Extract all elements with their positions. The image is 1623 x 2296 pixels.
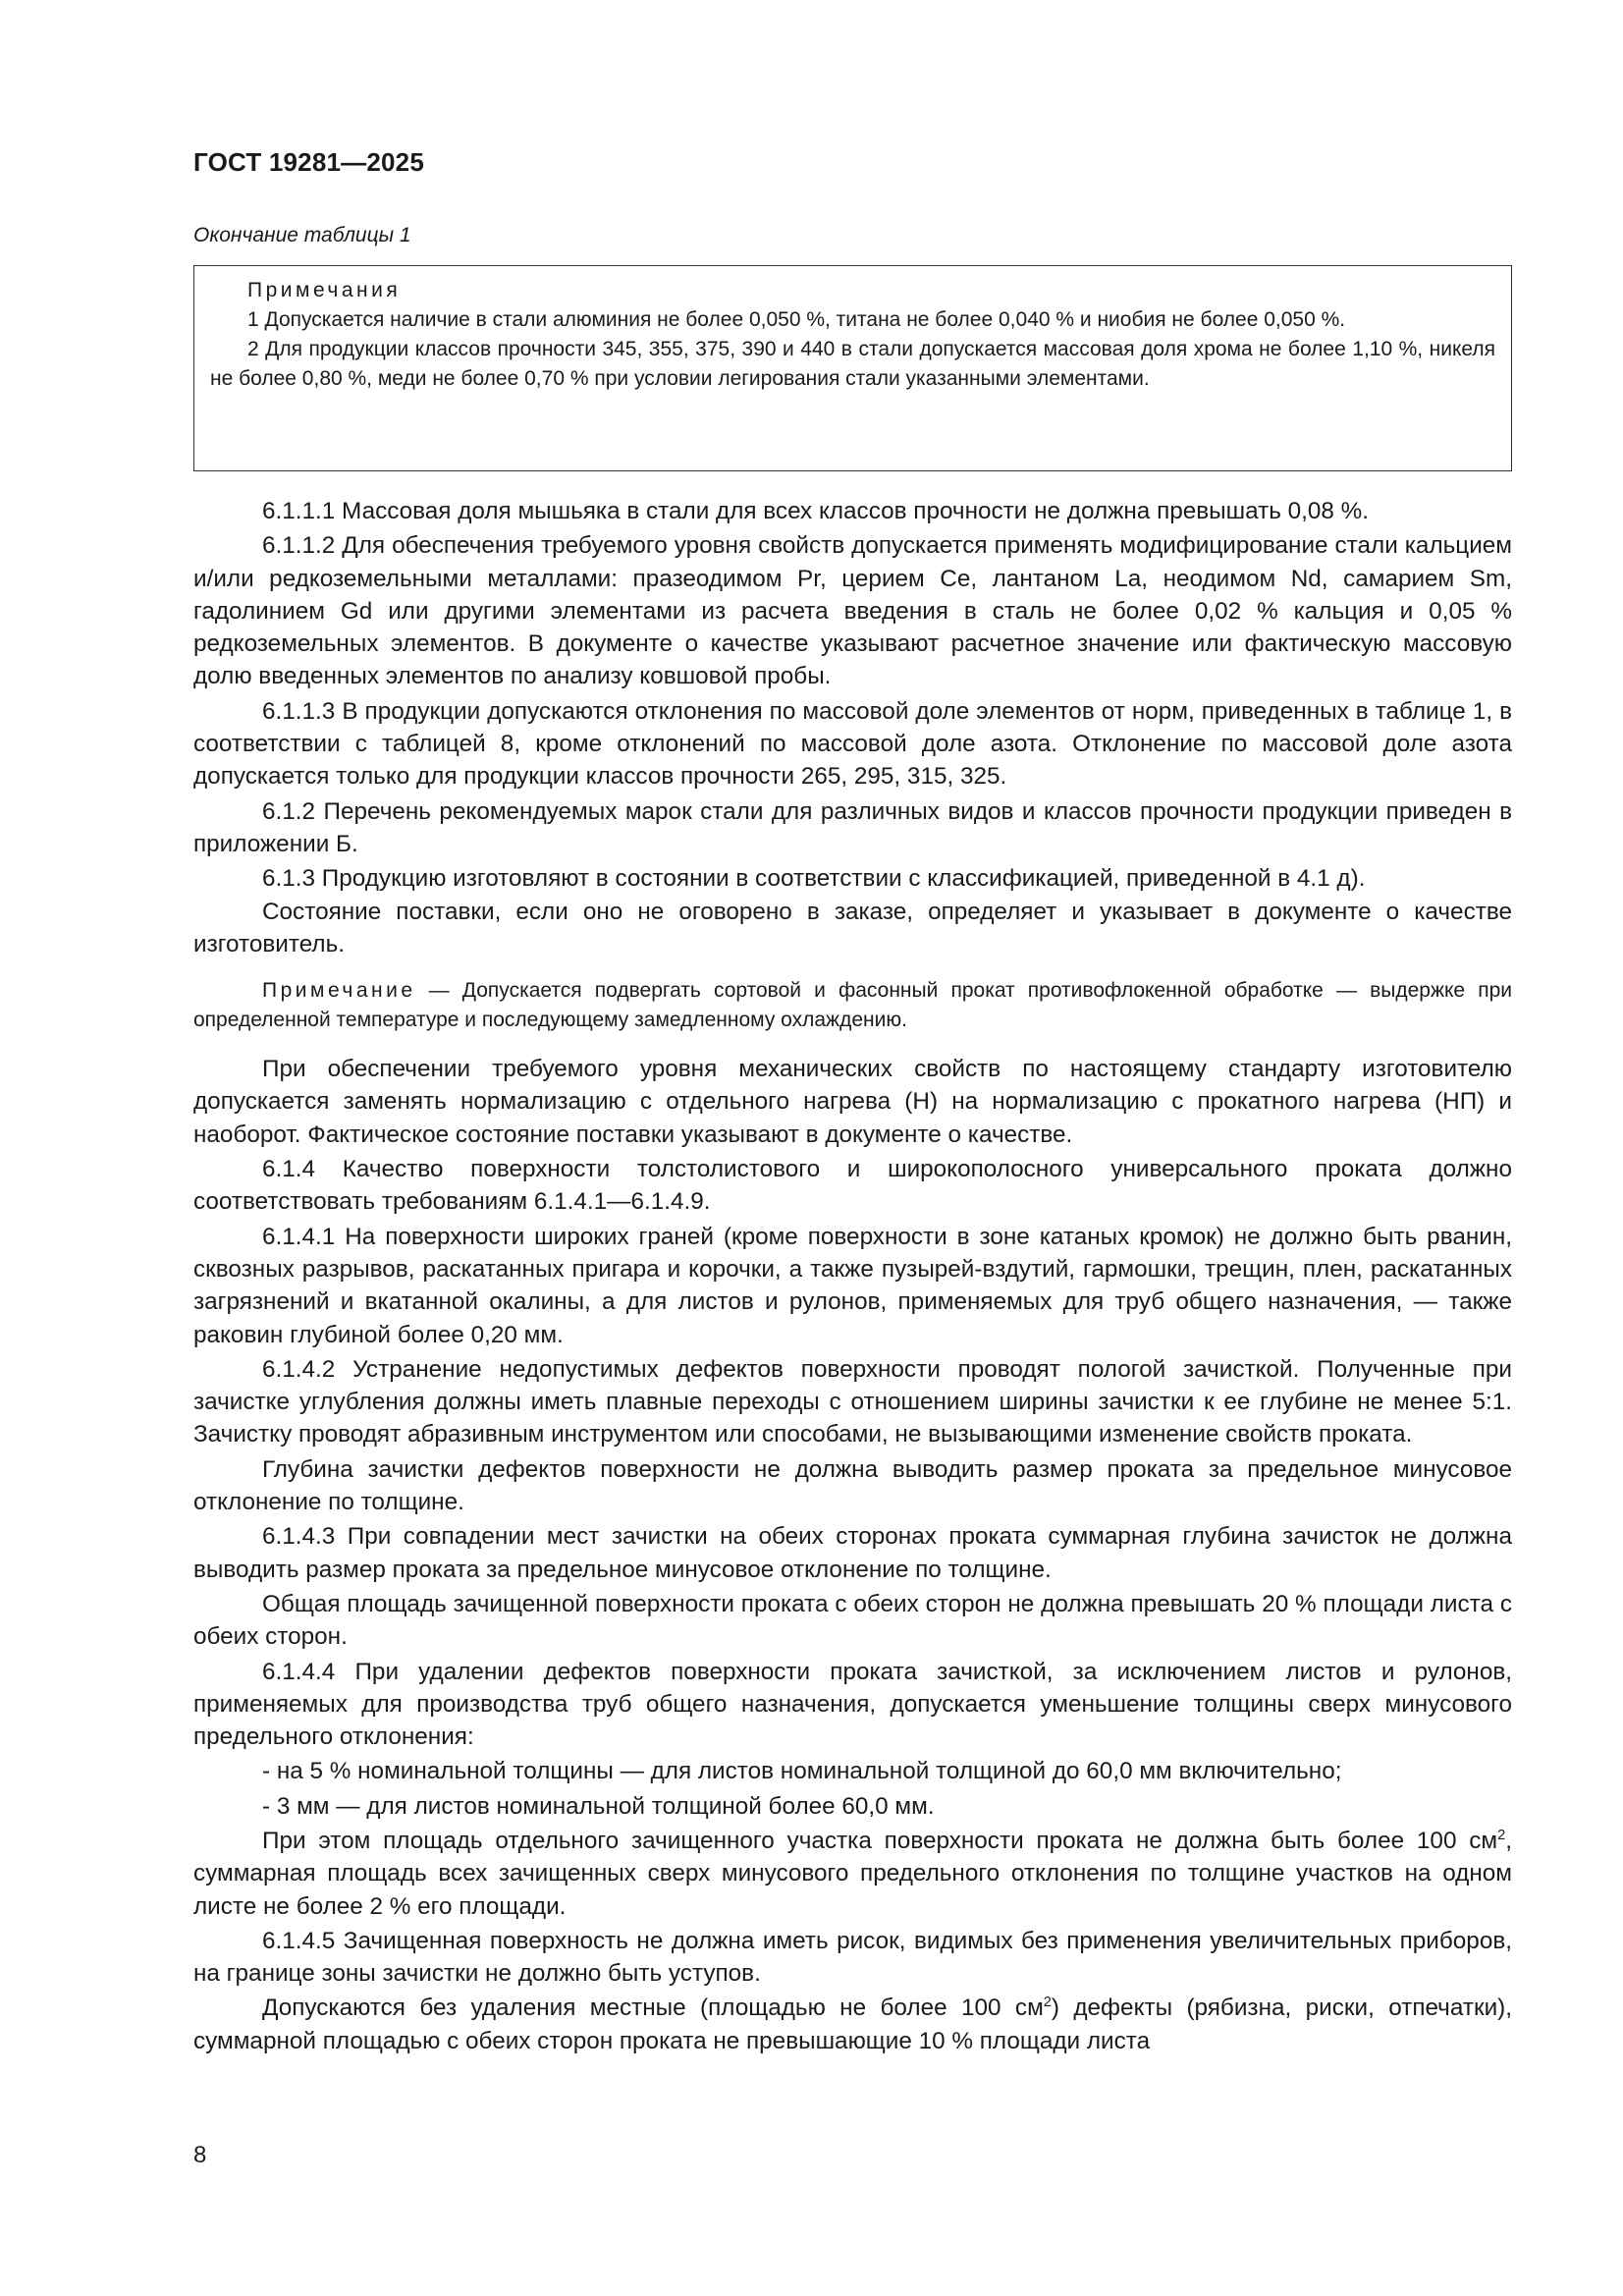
paragraph-6-1-1-1: 6.1.1.1 Массовая доля мышьяка в стали для всех классов прочности не должна превышать 0,08 %. [262, 498, 1370, 524]
table-notes-box [193, 265, 1512, 471]
paragraph-6-1-3: 6.1.3 Продукцию изготовляют в состоянии в соответствии с классификацией, приведенной в 4.1 д). [262, 865, 1366, 893]
note-label: Примечание [262, 979, 416, 1003]
paragraph-6-1-4-4: 6.1.4.4 При удалении дефектов поверхности проката зачисткой, за исключением листов и рулонов, применяемых для производства труб общего назначения, допускается уменьшение толщины сверх минусового предельного отклонения: [193, 1658, 1512, 1751]
note-item-1: 1 Допускается наличие в стали алюминия не более 0,050 %, титана не более 0,040 % и ниобия не более 0,050 %. [247, 308, 1346, 331]
list-item-5-percent: - на 5 % номинальной толщины — для листов номинальной толщиной до 60,0 мм включительно; [262, 1758, 1342, 1785]
paragraph-delivery-state: Состояние поставки, если оно не оговорено в заказе, определяет и указывает в документе о качестве изготовитель. [193, 898, 1512, 957]
paragraph-total-area: Общая площадь зачищенной поверхности проката с обеих сторон не должна превышать 20 % площади листа с обеих сторон. [193, 1590, 1512, 1651]
paragraph-6-1-4-2: 6.1.4.2 Устранение недопустимых дефектов поверхности проводят пологой зачисткой. Полученные при зачистке углубления должны иметь плавные переходы с отношением ширины зачистки к ее глубине не менее 5:1. Зачистку проводят абразивным инструментом или способами, не вызывающими изменение свойств проката. [193, 1355, 1512, 1449]
paragraph-6-1-4-1: 6.1.4.1 На поверхности широких граней (кроме поверхности в зоне катаных кромок) не должно быть рванин, сквозных разрывов, раскатанных пригара и корочки, а также пузырей-вздутий, гармошки, трещин, плен, раскатанных загрязнений и вкатанной окалины, а для листов и рулонов, применяемых для труб общего назначения, — также раковин глубиной более 0,20 мм. [193, 1223, 1512, 1348]
paragraph-6-1-4: 6.1.4 Качество поверхности толстолистового и широкополосного универсального проката должно соответствовать требованиям 6.1.4.1—6.1.4.9. [193, 1156, 1512, 1216]
page-number: 8 [193, 2142, 207, 2168]
note-text: — Допускается подвергать сортовой и фасонный прокат противофлокенной обработке — выдержке при определенной температуре и последующему замедленному охлаждению. [193, 979, 1512, 1032]
main-text [193, 495, 1512, 2057]
notes-title: Примечания [247, 279, 402, 301]
paragraph-6-1-1-3: 6.1.1.3 В продукции допускаются отклонения по массовой доле элементов от норм, приведенных в таблице 1, в соответствии с таблицей 8, кроме отклонений по массовой доле азота. Отклонение по массовой доле азота допускается только для продукции классов прочности 265, 295, 315, 325. [193, 697, 1512, 791]
document-header: ГОСТ 19281—2025 [193, 147, 424, 177]
paragraph-6-1-1-2: 6.1.1.2 Для обеспечения требуемого уровня свойств допускается применять модифицирование стали кальцием и/или редкоземельными металлами: празеодимом Pr, церием Ce, лантаном La, неодимом Nd, самарием Sm, гадолинием Gd или другими элементами из расчета введения в сталь не более 0,02 % кальция и 0,05 % редкоземельных элементов. В документе о качестве указывают расчетное значение или фактическую массовую долю введенных элементов по анализу ковшовой пробы. [193, 532, 1512, 690]
paragraph-6-1-2: 6.1.2 Перечень рекомендуемых марок стали для различных видов и классов прочности продукции приведен в приложении Б. [193, 797, 1512, 857]
note-item-2: 2 Для продукции классов прочности 345, 355, 375, 390 и 440 в стали допускается массовая доля хрома не более 1,10 %, никеля не более 0,80 %, меди не более 0,70 % при условии легирования стали указанными элементами. [210, 338, 1495, 390]
table-continuation-label: Окончание таблицы 1 [193, 224, 411, 246]
list-item-3-mm: - 3 мм — для листов номинальной толщиной более 60,0 мм. [262, 1792, 935, 1820]
paragraph-grinding-depth: Глубина зачистки дефектов поверхности не должна выводить размер проката за предельное минусовое отклонение по толщине. [193, 1455, 1512, 1516]
paragraph-6-1-4-3: 6.1.4.3 При совпадении мест зачистки на обеих сторонах проката суммарная глубина зачисток не должна выводить размер проката за предельное минусовое отклонение по толщине. [193, 1523, 1512, 1583]
paragraph-6-1-4-5: 6.1.4.5 Зачищенная поверхность не должна иметь рисок, видимых без применения увеличительных приборов, на границе зоны зачистки не должно быть уступов. [193, 1927, 1512, 1988]
paragraph-local-defects: Допускаются без удаления местные (площадью не более 100 $см^2$) дефекты (рябизна, риски, отпечатки), суммарной площадью с обеих сторон проката не превышающие 10 % площади листа [193, 1995, 1512, 2054]
paragraph-normalization: При обеспечении требуемого уровня механических свойств по настоящему стандарту изготовителю допускается заменять нормализацию с отдельного нагрева (Н) на нормализацию с прокатного нагрева (НП) и наоборот. Фактическое состояние поставки указывают в документе о качестве. [193, 1056, 1512, 1148]
paragraph-area-limit: При этом площадь отдельного зачищенного участка поверхности проката не должна быть более 100 $см^2$, суммарная площадь всех зачищенных сверх минусового предельного отклонения по толщине участков на одном листе не более 2 % его площади. [193, 1827, 1512, 1920]
inline-note [193, 976, 1512, 1035]
